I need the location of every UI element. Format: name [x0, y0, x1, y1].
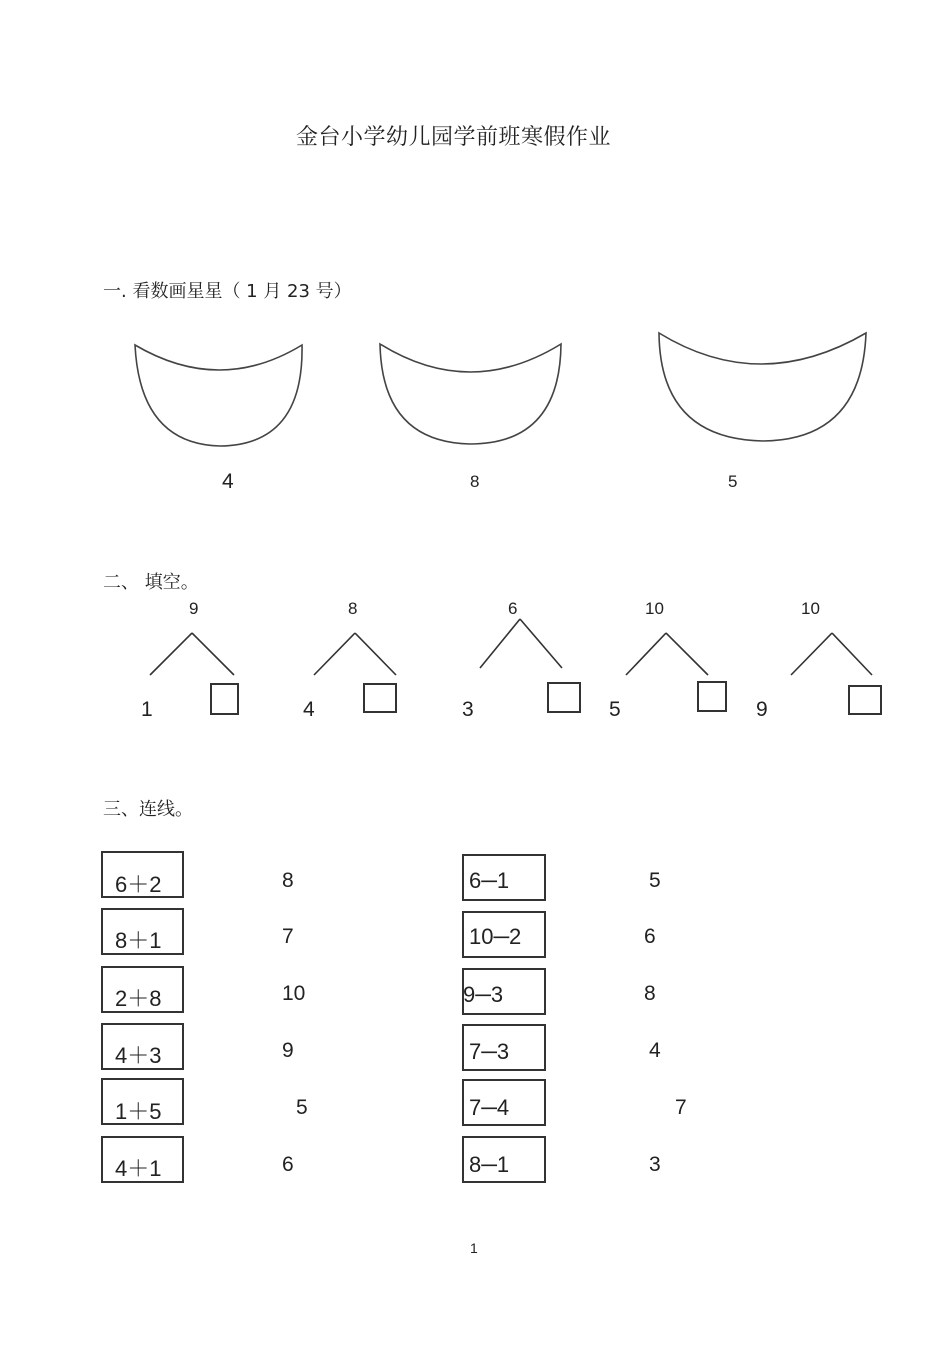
answer-box-2[interactable] — [363, 683, 397, 713]
right-expr-5: 7─4 — [469, 1095, 510, 1120]
left-answer-6[interactable]: 6 — [282, 1153, 294, 1176]
answer-box-5[interactable] — [848, 685, 882, 715]
left-expr-5: 1＋5 — [115, 1099, 162, 1124]
tree-top-1: 9 — [189, 599, 199, 618]
left-answer-5[interactable]: 5 — [296, 1096, 308, 1119]
moon-number-1: 4 — [222, 470, 234, 493]
answer-box-1[interactable] — [210, 683, 239, 715]
answer-box-3[interactable] — [547, 682, 581, 713]
right-answer-3[interactable]: 8 — [644, 982, 656, 1005]
left-expr-6: 4＋1 — [115, 1156, 162, 1181]
right-expr-1: 6─1 — [469, 868, 510, 893]
left-expr-1: 6＋2 — [115, 872, 162, 897]
tree-left-5: 9 — [756, 698, 768, 721]
right-answer-6[interactable]: 3 — [649, 1153, 661, 1176]
right-answer-1[interactable]: 5 — [649, 869, 661, 892]
section1-heading: 一. 看数画星星（ 1 月 23 号） — [103, 281, 352, 302]
left-expr-3: 2＋8 — [115, 986, 162, 1011]
left-expr-2: 8＋1 — [115, 928, 162, 953]
page-number: 1 — [470, 1240, 478, 1256]
right-expr-6: 8─1 — [469, 1152, 510, 1177]
left-answer-2[interactable]: 7 — [282, 925, 294, 948]
tree-top-5: 10 — [801, 599, 820, 618]
page-title: 金台小学幼儿园学前班寒假作业 — [296, 125, 612, 150]
moon-number-3: 5 — [728, 472, 738, 491]
right-answer-4[interactable]: 4 — [649, 1039, 661, 1062]
left-answer-4[interactable]: 9 — [282, 1039, 294, 1062]
moon-number-2: 8 — [470, 472, 480, 491]
right-expr-4: 7─3 — [469, 1039, 510, 1064]
tree-top-4: 10 — [645, 599, 664, 618]
right-expr-3: 9─3 — [463, 982, 504, 1007]
tree-left-2: 4 — [303, 698, 315, 721]
right-expr-2: 10─2 — [469, 924, 522, 949]
tree-left-3: 3 — [462, 698, 474, 721]
tree-left-1: 1 — [141, 698, 153, 721]
tree-top-3: 6 — [508, 599, 518, 618]
left-answer-1[interactable]: 8 — [282, 869, 294, 892]
tree-top-2: 8 — [348, 599, 358, 618]
section3-heading: 三、连线。 — [103, 799, 193, 820]
left-answer-3[interactable]: 10 — [282, 982, 306, 1005]
left-expr-4: 4＋3 — [115, 1043, 162, 1068]
answer-box-4[interactable] — [697, 681, 727, 712]
right-answer-5[interactable]: 7 — [675, 1096, 687, 1119]
tree-left-4: 5 — [609, 698, 621, 721]
right-answer-2[interactable]: 6 — [644, 925, 656, 948]
section2-heading: 二、 填空。 — [103, 572, 199, 593]
